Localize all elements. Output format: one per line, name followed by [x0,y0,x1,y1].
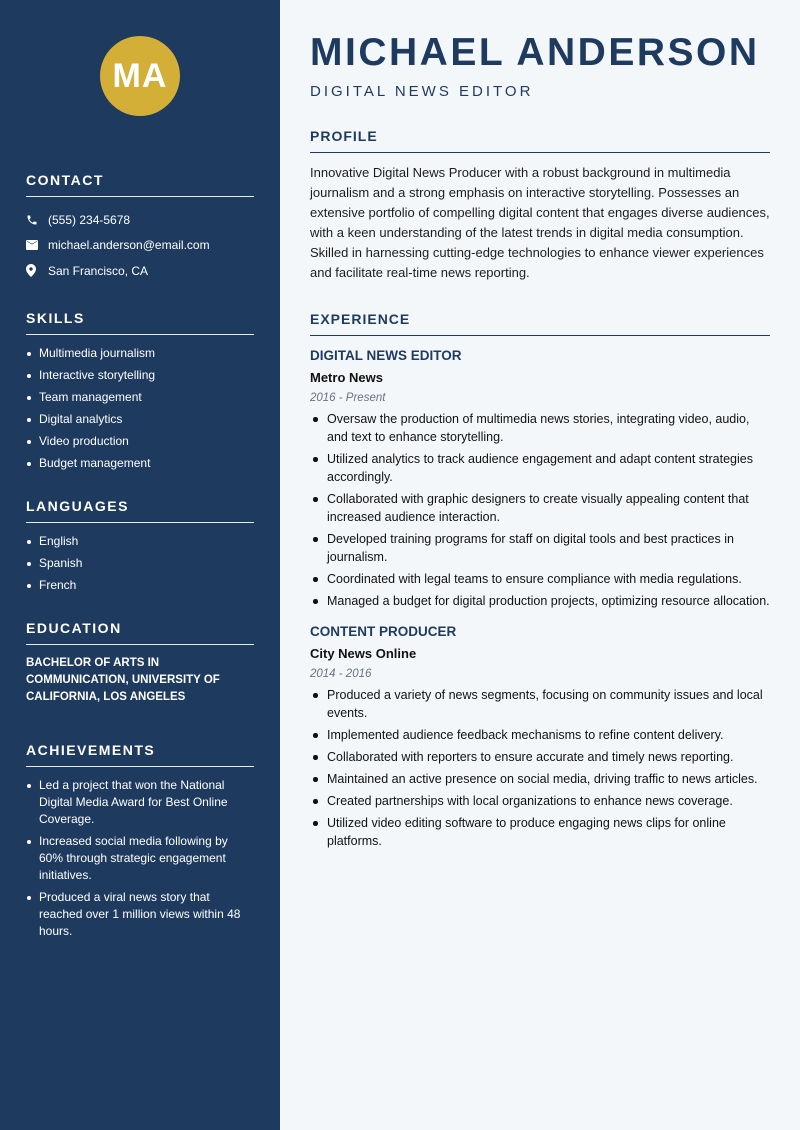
job-bullet: Implemented audience feedback mechanisms to refine content delivery. [310,726,770,744]
skills-heading: SKILLS [26,310,254,335]
contact-location [26,258,254,284]
skill-item: Digital analytics [26,411,254,428]
job-dates: 2014 - 2016 [310,668,372,680]
job-bullets [310,686,770,850]
skills-section [26,310,254,472]
profile-section [310,128,770,283]
avatar: MA [100,36,180,116]
job-bullet: Collaborated with reporters to ensure accurate and timely news reporting. [310,748,770,766]
job-bullet: Oversaw the production of multimedia news stories, integrating video, audio, and text to enhance storytelling. [310,410,770,446]
job-bullet: Utilized analytics to track audience engagement and adapt content strategies accordingly. [310,450,770,486]
contact-section [26,172,254,284]
job-bullet: Coordinated with legal teams to ensure compliance with media regulations. [310,570,770,588]
language-item: English [26,533,254,550]
phone-icon [26,214,48,226]
job-bullets [310,410,770,610]
achievement-item: Produced a viral news story that reached over 1 million views within 48 hours. [26,889,254,940]
languages-heading: LANGUAGES [26,498,254,523]
skill-item: Multimedia journalism [26,345,254,362]
contact-phone [26,207,254,233]
company-name: Metro News [310,370,383,385]
language-item: French [26,577,254,594]
contact-heading: CONTACT [26,172,254,197]
skill-item: Video production [26,433,254,450]
experience-section [310,311,770,850]
job-bullet: Utilized video editing software to produce engaging news clips for online platforms. [310,814,770,850]
language-item: Spanish [26,555,254,572]
job-title: DIGITAL NEWS EDITOR [310,348,462,363]
education-degree: BACHELOR OF ARTS IN COMMUNICATION, UNIVERSITY OF CALIFORNIA, LOS ANGELES [26,656,220,703]
job-bullet: Created partnerships with local organizations to enhance news coverage. [310,792,770,810]
achievements-list [26,777,254,940]
languages-section [26,498,254,594]
experience-heading: EXPERIENCE [310,311,770,336]
job-bullet: Collaborated with graphic designers to create visually appealing content that increased audience interaction. [310,490,770,526]
company-name: City News Online [310,646,417,661]
achievement-item: Led a project that won the National Digital Media Award for Best Online Coverage. [26,777,254,828]
skills-list [26,345,254,472]
education-heading: EDUCATION [26,620,254,645]
contact-email [26,233,254,259]
achievements-section [26,742,254,940]
job-entry [310,348,770,610]
candidate-role: DIGITAL NEWS EDITOR [310,83,534,100]
skill-item: Budget management [26,455,254,472]
skill-item: Team management [26,389,254,406]
job-dates: 2016 - Present [310,392,386,404]
achievement-item: Increased social media following by 60% through strategic engagement initiatives. [26,833,254,884]
phone-text: (555) 234-5678 [48,212,131,227]
job-bullet: Managed a budget for digital production projects, optimizing resource allocation. [310,592,770,610]
job-entry [310,624,770,850]
job-bullet: Produced a variety of news segments, focusing on community issues and local events. [310,686,770,722]
sidebar [0,0,280,1130]
skill-item: Interactive storytelling [26,367,254,384]
main-content [280,0,800,1130]
email-text: michael.anderson@email.com [48,238,210,253]
achievements-heading: ACHIEVEMENTS [26,742,254,767]
languages-list [26,533,254,594]
email-icon [26,240,48,250]
profile-heading: PROFILE [310,128,770,153]
location-text: San Francisco, CA [48,263,149,278]
job-bullet: Maintained an active presence on social media, driving traffic to news articles. [310,770,770,788]
candidate-name: MICHAEL ANDERSON [310,31,760,74]
education-section [26,620,254,706]
profile-text: Innovative Digital News Producer with a robust background in multimedia journalism and a strong emphasis on interactive storytelling. Possesses an extensive portfolio of compelling digital content that engages diverse audiences, with a keen understanding of the latest trends in digital media consumption. Skilled in harnessing cutting-edge technologies to enhance viewer experiences and facilitate real-time news reporting. [310,165,770,280]
job-title: CONTENT PRODUCER [310,624,457,639]
location-pin-icon [26,264,48,277]
job-bullet: Developed training programs for staff on digital tools and best practices in journalism. [310,530,770,566]
